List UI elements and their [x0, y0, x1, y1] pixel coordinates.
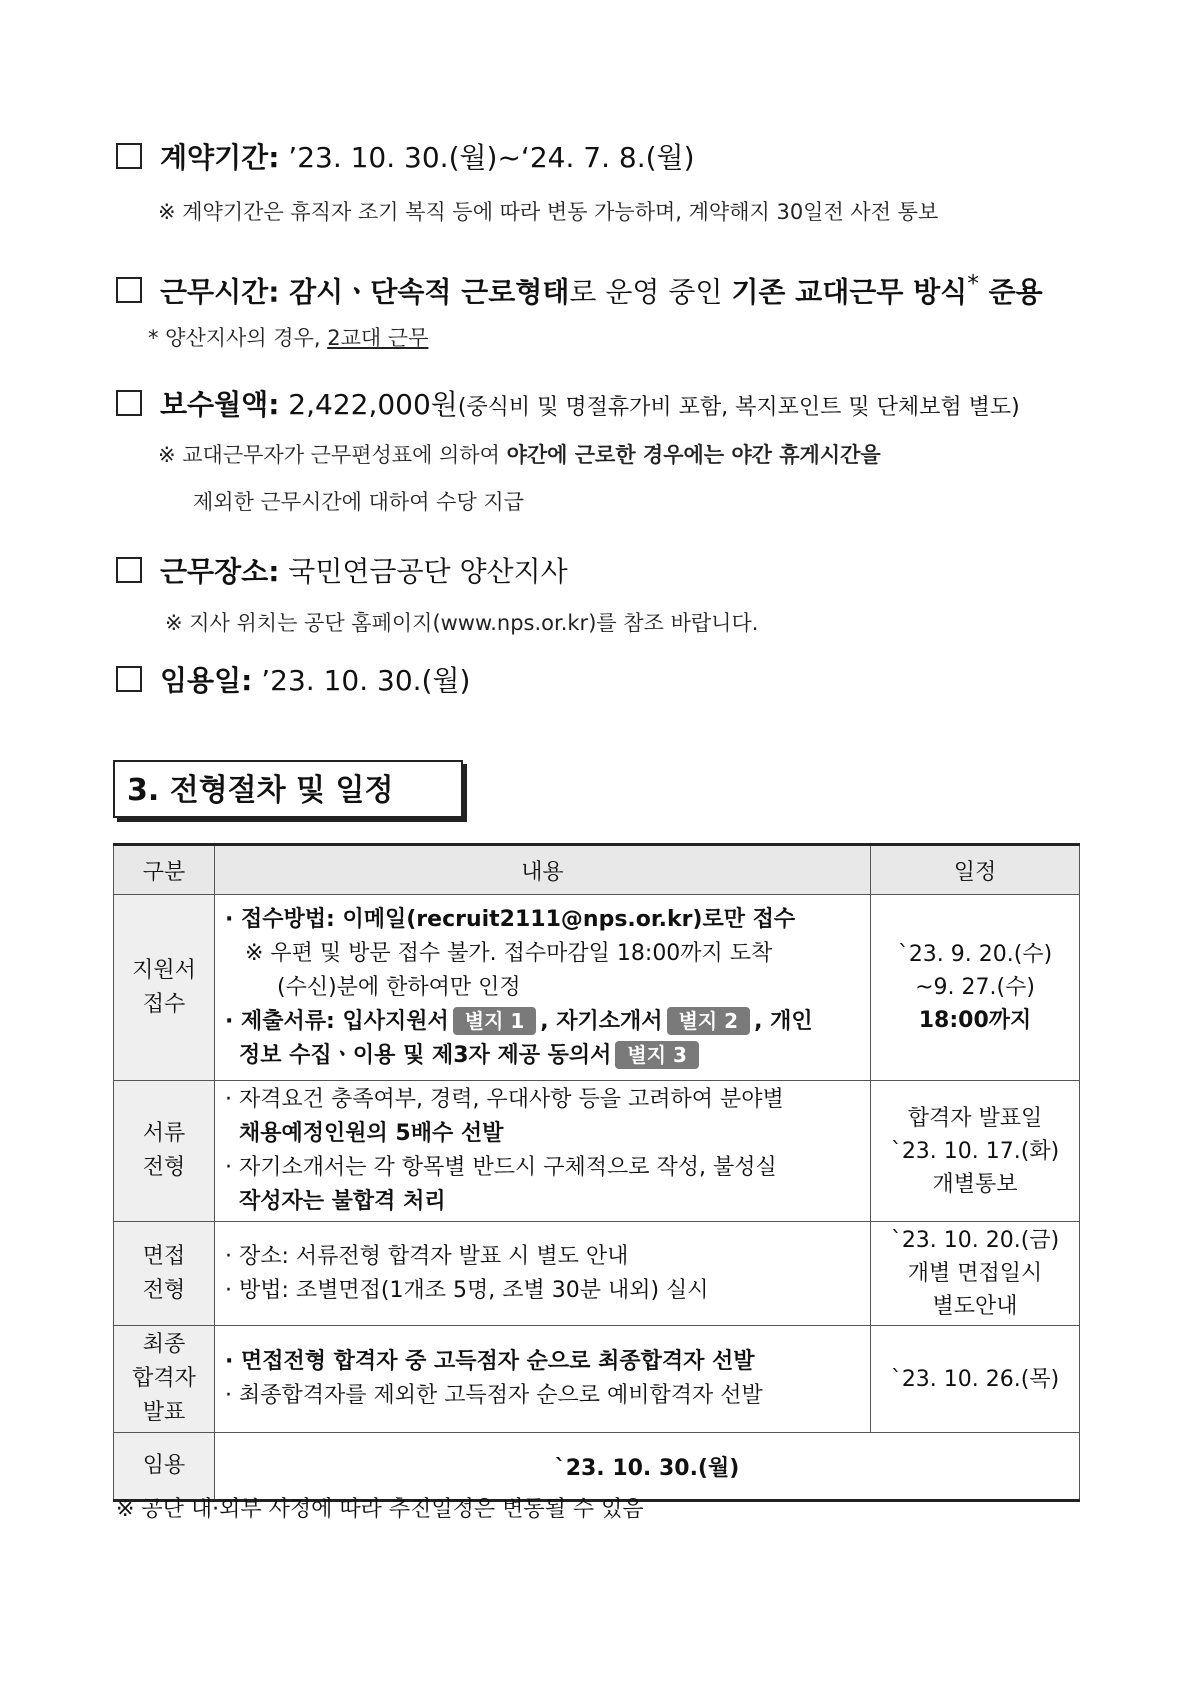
- row-category: 지원서 접수: [114, 895, 215, 1081]
- row-content: · 자격요건 충족여부, 경력, 우대사항 등을 고려하여 분야별 채용예정인원의 5배수 선발 · 자기소개서는 각 항목별 반드시 구체적으로 작성, 불성실 작성자는 불합격 처리: [215, 1081, 871, 1222]
- row-schedule: `23. 9. 20.(수) ~9. 27.(수) 18:00까지: [871, 895, 1080, 1081]
- checkbox-square-icon: [116, 666, 142, 692]
- table-row: [114, 1081, 1080, 1222]
- checkbox-square-icon: [116, 557, 142, 583]
- hours-note: * 양산지사의 경우, 2교대 근무: [148, 326, 429, 350]
- footnote: ※ 공단 내·외부 사정에 따라 추진일정은 변동될 수 있음: [116, 1497, 644, 1522]
- row-category: 최종 합격자 발표: [114, 1326, 215, 1433]
- table-row: [114, 895, 1080, 1081]
- row-schedule: `23. 10. 26.(목): [871, 1326, 1080, 1433]
- pay-note: ※ 교대근무자가 근무편성표에 의하여 야간에 근로한 경우에는 야간 휴게시간을: [158, 443, 881, 467]
- table-row: [114, 1433, 1080, 1501]
- contract-period: 계약기간: ’23. 10. 30.(월)~‘24. 7. 8.(월): [116, 138, 695, 178]
- attachment-badge: 별지 3: [615, 1041, 699, 1069]
- row-schedule: `23. 10. 20.(금) 개별 면접일시 별도안내: [871, 1222, 1080, 1326]
- table-row: [114, 1222, 1080, 1326]
- pay-note-cont: 제외한 근무시간에 대하여 수당 지급: [193, 490, 524, 514]
- row-content: · 접수방법: 이메일(recruit2111@nps.or.kr)로만 접수 ※ 우편 및 방문 접수 불가. 접수마감일 18:00까지 도착 (수신)분에 한하여만 인정 · 제출서류: 입사지원서 별지 1 , 자기소개서 별지 2 , 개인 정보 수집ㆍ이용 및 제3자 제공 동의서 별지 3: [215, 895, 871, 1081]
- checkbox-square-icon: [116, 390, 142, 416]
- start-date: 임용일: ’23. 10. 30.(월): [116, 661, 470, 701]
- row-content: · 장소: 서류전형 합격자 발표 시 별도 안내 · 방법: 조별면접(1개조 5명, 조별 30분 내외) 실시: [215, 1222, 871, 1326]
- header-content: 내용: [215, 845, 871, 895]
- work-place: 근무장소: 국민연금공단 양산지사: [116, 552, 568, 592]
- header-category: 구분: [114, 845, 215, 895]
- section3-title: 3. 전형절차 및 일정: [113, 760, 463, 818]
- row-merged-schedule: `23. 10. 30.(월): [215, 1433, 1080, 1501]
- monthly-pay: 보수월액: 2,422,000원(중식비 및 명절휴가비 포함, 복지포인트 및 단체보험 별도): [116, 385, 1020, 428]
- checkbox-square-icon: [116, 143, 142, 169]
- table-row: [114, 1326, 1080, 1433]
- row-category: 서류 전형: [114, 1081, 215, 1222]
- header-schedule: 일정: [871, 845, 1080, 895]
- row-category: 임용: [114, 1433, 215, 1501]
- row-content: · 면접전형 합격자 중 고득점자 순으로 최종합격자 선발 · 최종합격자를 제외한 고득점자 순으로 예비합격자 선발: [215, 1326, 871, 1433]
- work-hours: 근무시간: 감시ㆍ단속적 근로형태로 운영 중인 기존 교대근무 방식* 준용: [116, 263, 1043, 312]
- attachment-badge: 별지 2: [667, 1007, 751, 1035]
- contract-note: ※ 계약기간은 휴직자 조기 복직 등에 따라 변동 가능하며, 계약해지 30일전 사전 통보: [158, 200, 939, 224]
- schedule-table: [113, 843, 1080, 1502]
- row-schedule: 합격자 발표일 `23. 10. 17.(화) 개별통보: [871, 1081, 1080, 1222]
- place-note: ※ 지사 위치는 공단 홈페이지(www.nps.or.kr)를 참조 바랍니다.: [165, 611, 759, 635]
- checkbox-square-icon: [116, 277, 142, 303]
- row-category: 면접 전형: [114, 1222, 215, 1326]
- attachment-badge: 별지 1: [453, 1007, 537, 1035]
